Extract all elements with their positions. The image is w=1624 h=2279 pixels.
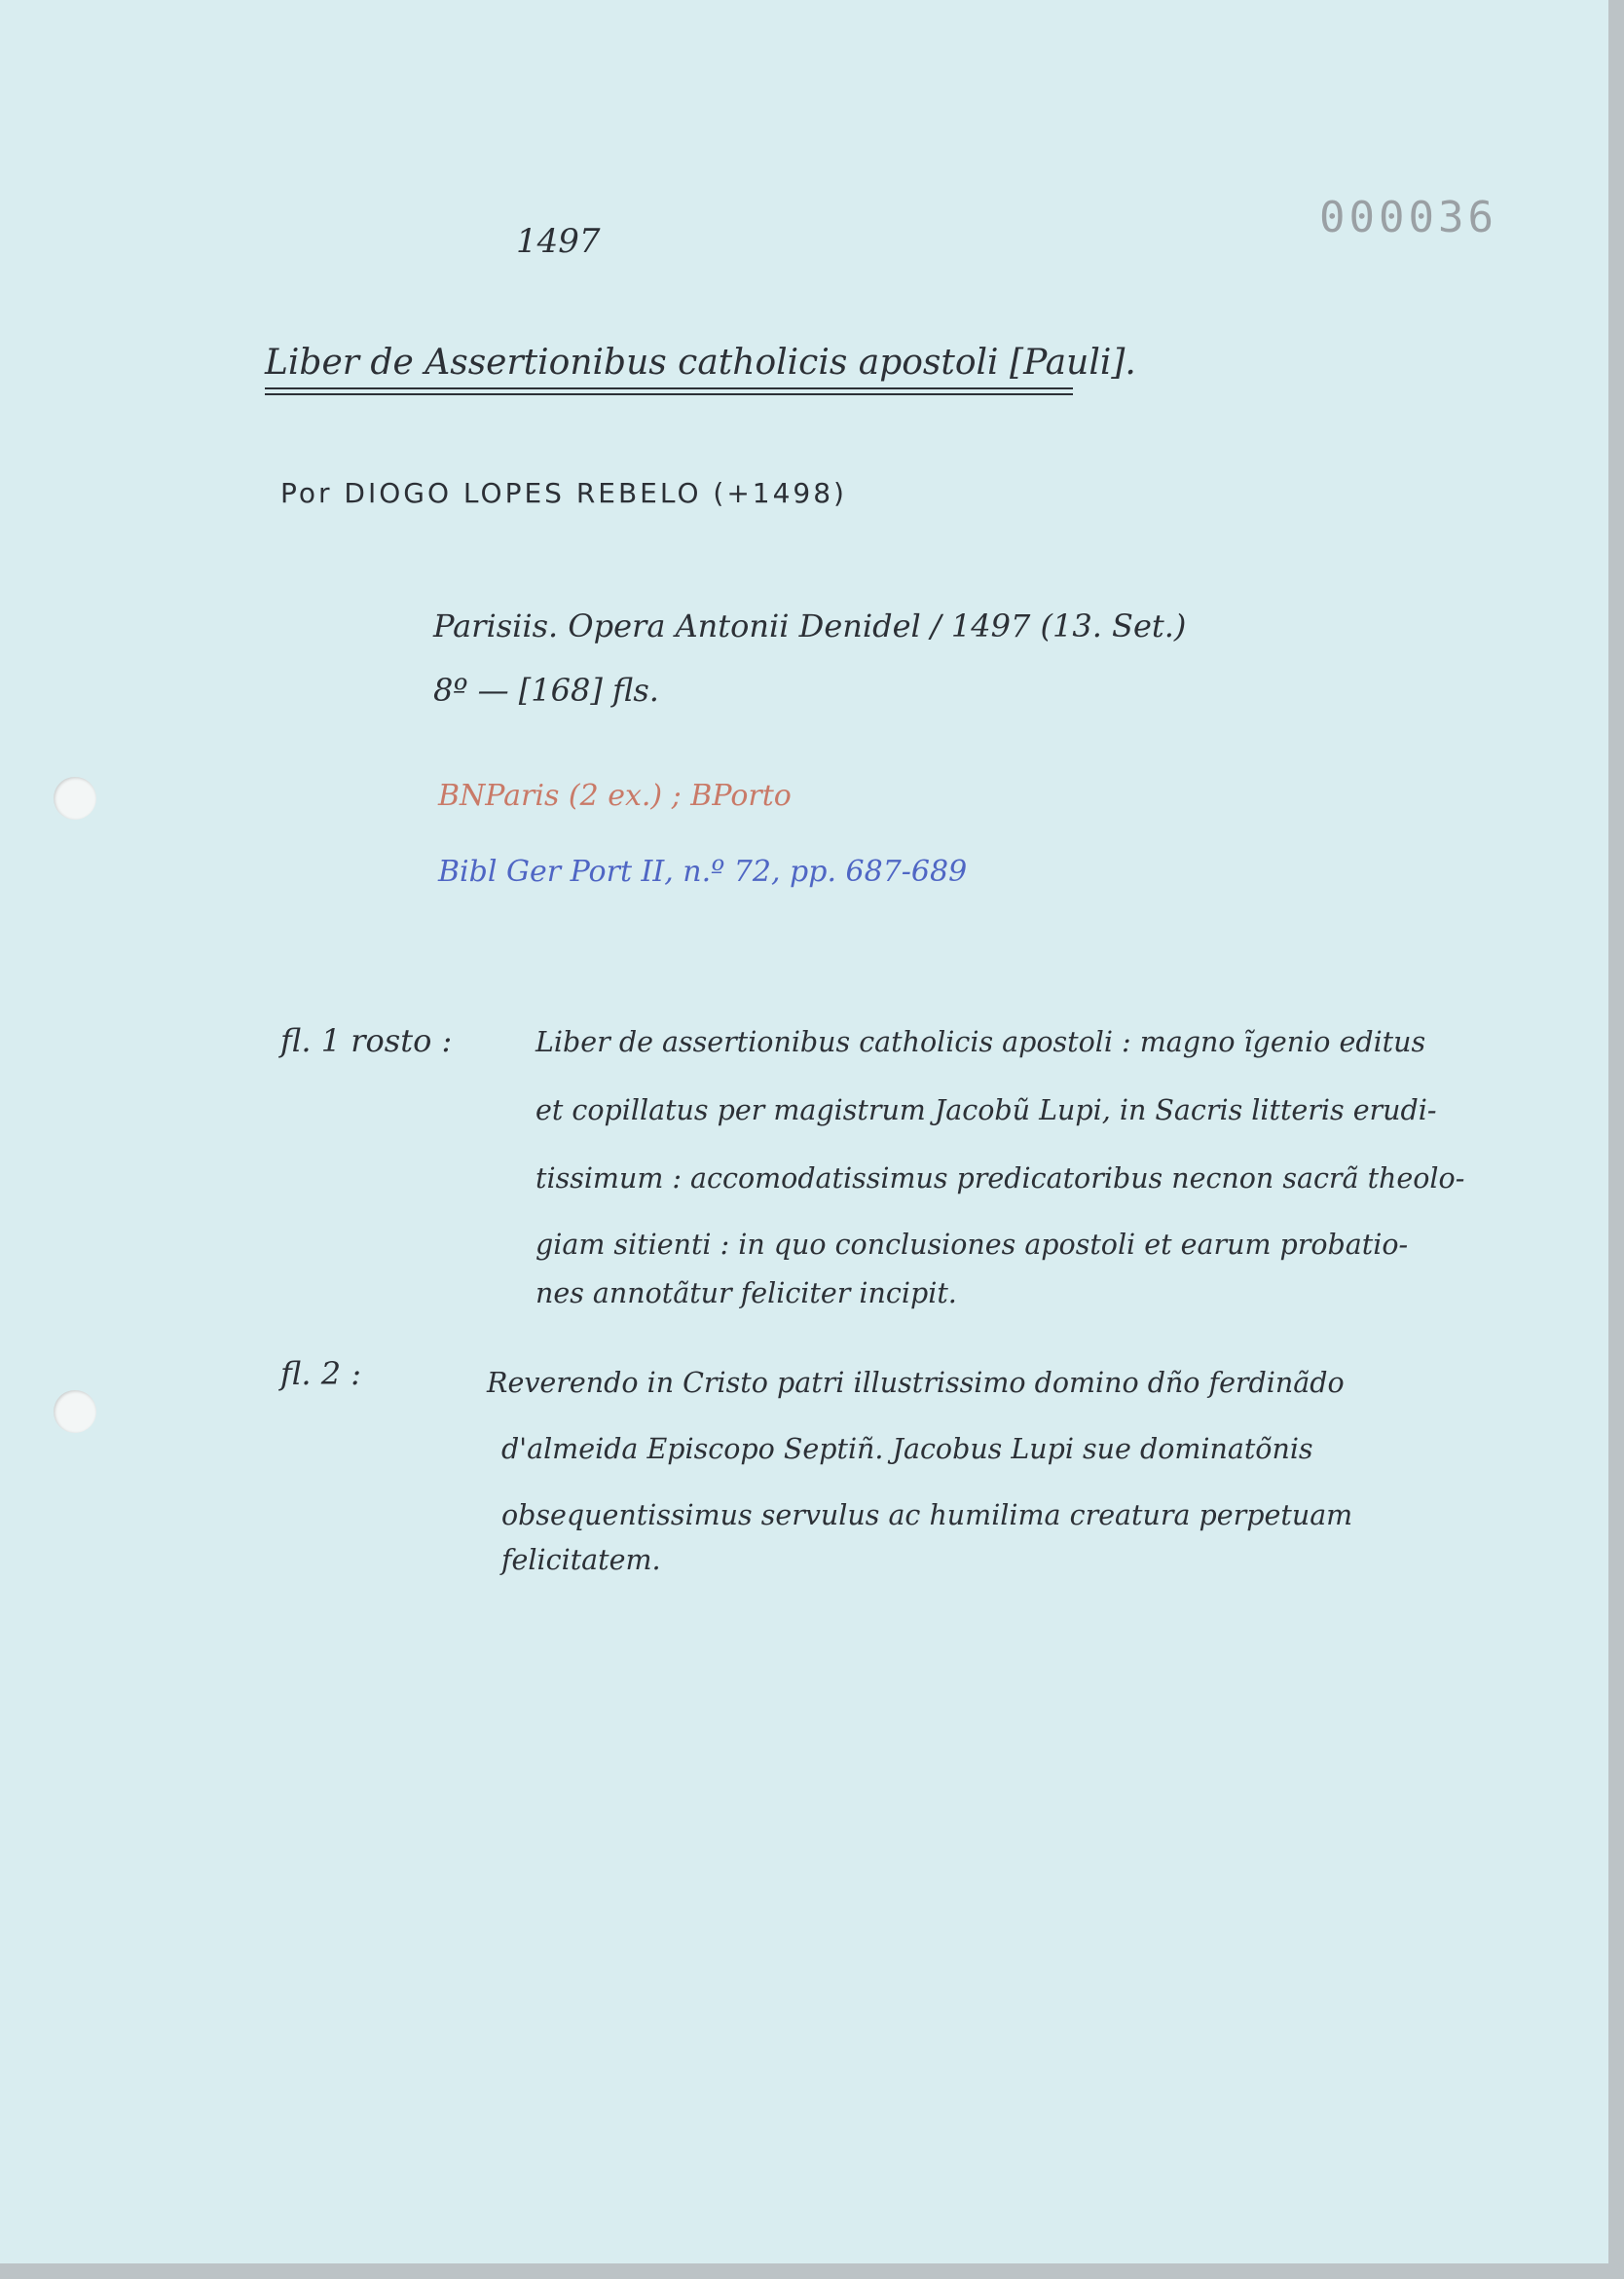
folio-1-line-3: tissimum : accomodatissimus predicatoribus necnon sacrã theolo- bbox=[535, 1162, 1465, 1195]
imprint-format: 8º — [168] fls. bbox=[433, 672, 659, 709]
bibliography-reference: Bibl Ger Port II, n.º 72, pp. 687-689 bbox=[438, 855, 968, 889]
folio-1-line-2: et copillatus per magistrum Jacobũ Lupi, in Sacris litteris erudi- bbox=[535, 1094, 1437, 1126]
folio-1-line-1: Liber de assertionibus catholicis apostoli : magno ĩgenio editus bbox=[535, 1026, 1426, 1058]
folio-1-line-5: nes annotãtur feliciter incipit. bbox=[535, 1277, 957, 1309]
folio-2-line-3: obsequentissimus servulus ac humilima creatura perpetuam bbox=[501, 1499, 1353, 1531]
folio-2-line-2: d'almeida Episcopo Septiñ. Jacobus Lupi sue dominatõnis bbox=[501, 1433, 1313, 1465]
punch-hole-bottom bbox=[54, 1390, 96, 1433]
book-title: Liber de Assertionibus catholicis apostoli [Pauli]. bbox=[265, 343, 1136, 383]
title-underline bbox=[265, 387, 1073, 389]
folio-2-line-1: Reverendo in Cristo patri illustrissimo domino dño ferdinãdo bbox=[487, 1367, 1345, 1399]
year: 1497 bbox=[516, 222, 601, 261]
library-holdings: BNParis (2 ex.) ; BPorto bbox=[438, 779, 792, 813]
reference-number: 000036 bbox=[1319, 193, 1497, 242]
folio-label-2: fl. 2 : bbox=[280, 1355, 361, 1392]
imprint-place-printer-date: Parisiis. Opera Antonii Denidel / 1497 (13. Set.) bbox=[433, 607, 1187, 644]
author: Por DIOGO LOPES REBELO (+1498) bbox=[280, 477, 847, 509]
punch-hole-top bbox=[54, 777, 96, 820]
folio-2-line-4: felicitatem. bbox=[501, 1544, 661, 1576]
folio-label-1: fl. 1 rosto : bbox=[280, 1022, 453, 1059]
title-underline-second bbox=[265, 393, 1073, 395]
folio-1-line-4: giam sitienti : in quo conclusiones apostoli et earum probatio- bbox=[535, 1229, 1409, 1261]
